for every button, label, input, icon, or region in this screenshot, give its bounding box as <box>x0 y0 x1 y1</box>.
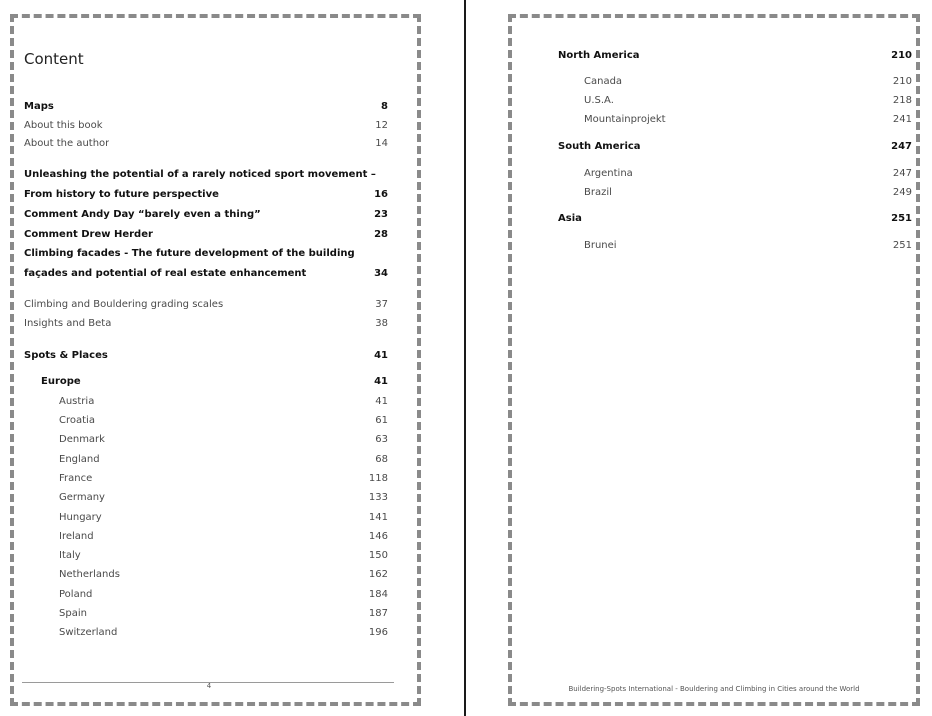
toc-entry-south-america[interactable]: South America 247 <box>558 141 912 152</box>
toc-entry-mountainprojekt[interactable]: Mountainprojekt 241 <box>584 114 912 125</box>
toc-entry-insights-and-beta[interactable]: Insights and Beta 38 <box>24 318 388 329</box>
toc-entry-italy[interactable]: Italy 150 <box>59 550 388 561</box>
toc-entry-argentina[interactable]: Argentina 247 <box>584 168 912 179</box>
toc-entry-europe[interactable]: Europe 41 <box>41 376 388 387</box>
toc-entry-canada[interactable]: Canada 210 <box>584 76 912 87</box>
toc-entry-maps[interactable]: Maps 8 <box>24 101 388 112</box>
toc-entry-about-the-author[interactable]: About the author 14 <box>24 138 388 149</box>
toc-entry-usa[interactable]: U.S.A. 218 <box>584 95 912 106</box>
toc-entry-comment-drew-herder[interactable]: Comment Drew Herder 28 <box>24 229 388 240</box>
toc-entry-unleashing-line-1[interactable]: Unleashing the potential of a rarely noticed sport movement – <box>24 169 376 180</box>
toc-entry-netherlands[interactable]: Netherlands 162 <box>59 569 388 580</box>
toc-entry-spain[interactable]: Spain 187 <box>59 608 388 619</box>
toc-entry-asia[interactable]: Asia 251 <box>558 213 912 224</box>
page-title: Content <box>24 50 84 68</box>
toc-entry-climbing-facades-line-2[interactable]: façades and potential of real estate enhancement 34 <box>24 268 388 279</box>
toc-entry-spots-and-places[interactable]: Spots & Places 41 <box>24 350 388 361</box>
running-footer: Buildering-Spots International - Bouldering and Climbing in Cities around the World <box>568 685 860 693</box>
toc-entry-ireland[interactable]: Ireland 146 <box>59 531 388 542</box>
page-number: 4 <box>206 682 212 690</box>
toc-entry-hungary[interactable]: Hungary 141 <box>59 512 388 523</box>
left-page <box>10 14 421 706</box>
toc-entry-climbing-facades-line-1[interactable]: Climbing facades - The future development of the building <box>24 248 355 259</box>
toc-entry-england[interactable]: England 68 <box>59 454 388 465</box>
toc-entry-switzerland[interactable]: Switzerland 196 <box>59 627 388 638</box>
toc-entry-grading-scales[interactable]: Climbing and Bouldering grading scales 37 <box>24 299 388 310</box>
toc-entry-north-america[interactable]: North America 210 <box>558 50 912 61</box>
toc-entry-france[interactable]: France 118 <box>59 473 388 484</box>
toc-entry-poland[interactable]: Poland 184 <box>59 589 388 600</box>
toc-entry-brunei[interactable]: Brunei 251 <box>584 240 912 251</box>
toc-entry-denmark[interactable]: Denmark 63 <box>59 434 388 445</box>
toc-entry-croatia[interactable]: Croatia 61 <box>59 415 388 426</box>
toc-entry-unleashing-line-2[interactable]: From history to future perspective 16 <box>24 189 388 200</box>
toc-entry-about-this-book[interactable]: About this book 12 <box>24 120 388 131</box>
toc-entry-germany[interactable]: Germany 133 <box>59 492 388 503</box>
toc-entry-austria[interactable]: Austria 41 <box>59 396 388 407</box>
page-spread-divider <box>464 0 466 716</box>
toc-entry-comment-andy-day[interactable]: Comment Andy Day “barely even a thing” 23 <box>24 209 388 220</box>
toc-entry-brazil[interactable]: Brazil 249 <box>584 187 912 198</box>
right-page <box>508 14 920 706</box>
